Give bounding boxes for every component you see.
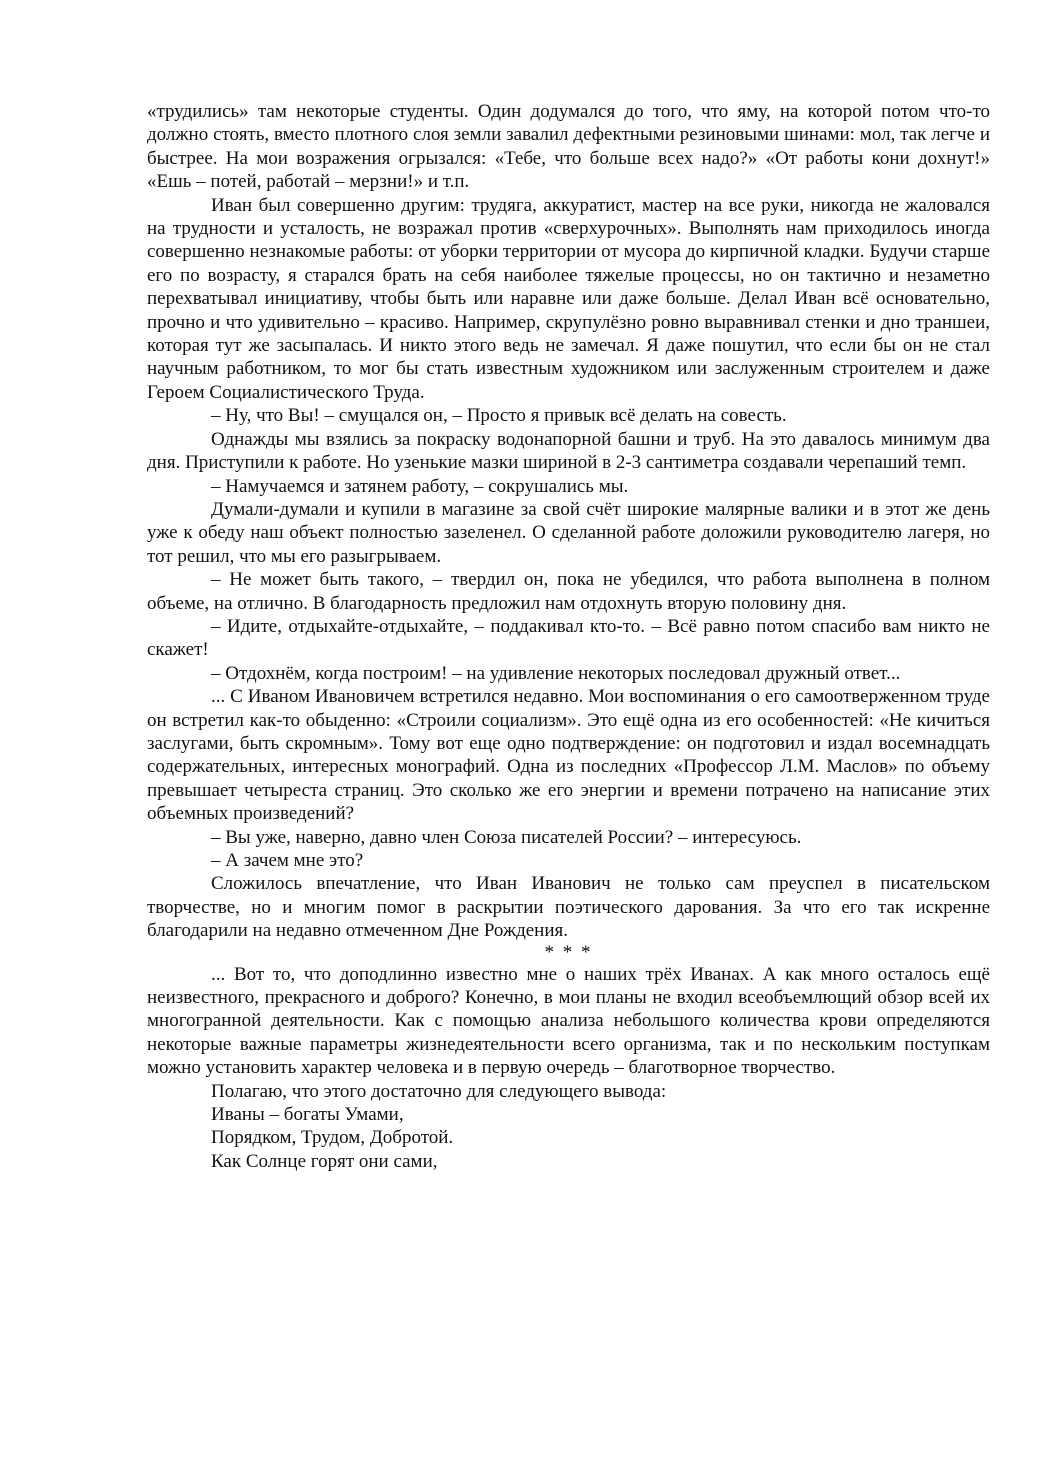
verse-line: Иваны – богаты Умами,: [211, 1104, 404, 1126]
paragraph: ... С Иваном Ивановичем встретился недавно. Мои воспоминания о его самоотверженном труде он встретил как-то обыденно: «Строили социализм». Это ещё одна из его особенностей: «Не кичиться заслугами, быть скромным». Тому вот еще одно подтверждение: он подготовил и издал восемнадцать содержательных, интересных монографий. Одна из последних «Профессор Л.М. Маслов» по объему превышает четыреста страниц. Это сколько же его энергии и времени потрачено на написание этих объемных произведений?: [147, 686, 990, 825]
dialogue-line: – Идите, отдыхайте-отдыхайте, – поддакивал кто-то. – Всё равно потом спасибо вам никто не скажет!: [147, 615, 990, 661]
paragraph: Думали-думали и купили в магазине за свой счёт широкие малярные валики и в этот же день уже к обеду наш объект полностью зазеленел. О сделанной работе доложили руководителю лагеря, но тот решил, что мы его разыгрываем.: [147, 498, 990, 567]
paragraph: Сложилось впечатление, что Иван Иванович не только сам преуспел в писательском творчестве, но и многим помог в раскрытии поэтического дарования. За что его так искренне благодарили на недавно отмеченном Дне Рождения.: [147, 873, 990, 942]
section-separator: * * *: [544, 941, 593, 963]
dialogue-line: – Вы уже, наверно, давно член Союза писателей России? – интересуюсь.: [211, 826, 802, 848]
verse-line: Порядком, Трудом, Добротой.: [211, 1127, 454, 1149]
dialogue-line: – Намучаемся и затянем работу, – сокрушались мы.: [211, 475, 629, 497]
paragraph: ... Вот то, что доподлинно известно мне о наших трёх Иванах. А как много осталось ещё неизвестного, прекрасного и доброго? Конечно, в мои планы не входил всеобъемлющий обзор всей их многогранной деятельности. Как с помощью анализа небольшого количества крови определяются некоторые важные параметры жизнедеятельности всего организма, так и по нескольким поступкам можно установить характер человека и в первую очередь – благотворное творчество.: [147, 963, 990, 1079]
document-page: [147, 100, 990, 1173]
dialogue-line: – Не может быть такого, – твердил он, пока не убедился, что работа выполнена в полном объеме, на отлично. В благодарность предложил нам отдохнуть вторую половину дня.: [147, 569, 990, 614]
dialogue-line: – А зачем мне это?: [211, 850, 364, 871]
paragraph: Иван был совершенно другим: трудяга, аккуратист, мастер на все руки, никогда не жаловался на трудности и усталость, не возражал против «сверхурочных». Выполнять нам приходилось иногда совершенно незнакомые работы: от уборки территории от мусора до кирпичной кладки. Будучи старше его по возрасту, я старался брать на себя наиболее тяжелые процессы, но он тактично и незаметно перехватывал инициативу, чтобы быть или наравне или даже больше. Делал Иван всё основательно, прочно и что удивительно – красиво. Например, скрупулёзно ровно выравнивал стенки и дно траншеи, которая тут же засыпалась. И никто этого ведь не замечал. Я даже пошутил, что если бы он не стал научным работником, то мог бы стать известным художником или заслуженным строителем и даже Героем Социалистического Труда.: [147, 194, 990, 403]
dialogue-line: – Ну, что Вы! – смущался он, – Просто я привык всё делать на совесть.: [211, 405, 787, 427]
paragraph: «трудились» там некоторые студенты. Один додумался до того, что яму, на которой потом что-то должно стоять, вместо плотного слоя земли завалил дефектными резиновыми шинами: мол, так легче и быстрее. На мои возражения огрызался: «Тебе, что больше всех надо?» «От работы кони дохнут!» «Ешь – потей, работай – мерзни!» и т.п.: [147, 101, 990, 193]
dialogue-line: – Отдохнём, когда построим! – на удивление некоторых последовал дружный ответ...: [211, 662, 901, 684]
paragraph: Однажды мы взялись за покраску водонапорной башни и труб. На это давалось минимум два дня. Приступили к работе. Но узенькие мазки шириной в 2-3 сантиметра создавали черепаший темп.: [147, 428, 990, 474]
paragraph: Полагаю, что этого достаточно для следующего вывода:: [211, 1080, 667, 1102]
verse-line: Как Солнце горят они сами,: [211, 1150, 438, 1172]
